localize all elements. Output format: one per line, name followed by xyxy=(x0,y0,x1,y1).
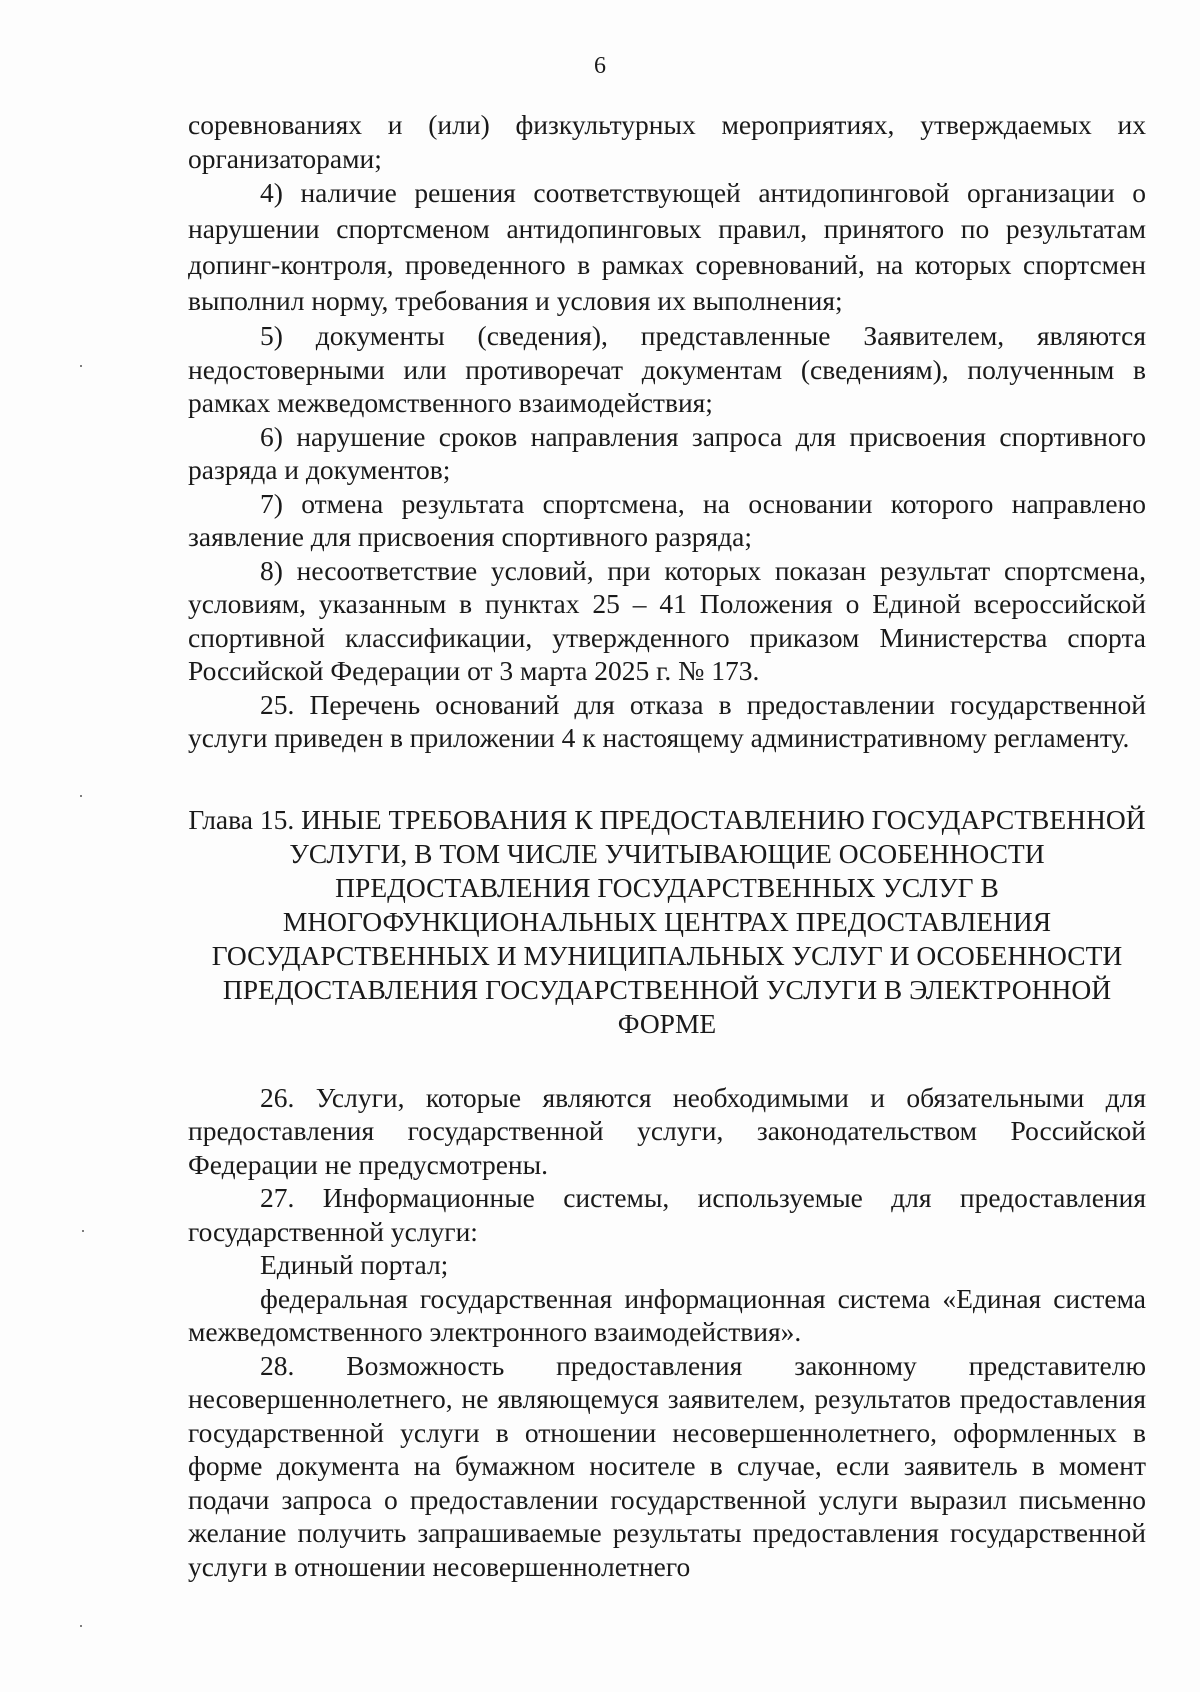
scan-artifact xyxy=(82,1230,84,1232)
document-body xyxy=(188,108,1146,1583)
paragraph: 25. Перечень оснований для отказа в предоставлении государственной услуги приведен в приложении 4 к настоящему административному регламенту. xyxy=(188,688,1146,753)
paragraph: соревнованиях и (или) физкультурных мероприятиях, утверждаемых их организаторами; xyxy=(188,109,1146,174)
paragraph: 27. Информационные системы, используемые для предоставления государственной услуги: xyxy=(188,1182,1146,1247)
scan-artifact xyxy=(80,1625,82,1627)
paragraphs-bottom xyxy=(188,1081,1146,1584)
paragraph: федеральная государственная информационная система «Единая система межведомственного электронного взаимодействия». xyxy=(188,1282,1146,1347)
paragraph: 4) наличие решения соответствующей антидопинговой организации о нарушении спортсменом антидопинговых правил, принятого по результатам допинг-контроля, проведенного в рамках соревнований, на которых спортсмен выполнил норму, требования и условия их выполнения; xyxy=(188,177,1146,316)
paragraph: 28. Возможность предоставления законному представителю несовершеннолетнего, не являющемуся заявителем, результатов предоставления государственной услуги в отношении несовершеннолетнего, оформленных в форме документа на бумажном носителе в случае, если заявитель в момент подачи запроса о предоставлении государственной услуги выразил письменно желание получить запрашиваемые результаты предоставления государственной услуги в отношении несовершеннолетнего xyxy=(188,1349,1146,1582)
paragraph: 26. Услуги, которые являются необходимыми и обязательными для предоставления государственной услуги, законодательством Российской Федерации не предусмотрены. xyxy=(188,1081,1146,1180)
paragraphs-top xyxy=(188,108,1146,755)
page-number: 6 xyxy=(594,53,606,79)
paragraph: 6) нарушение сроков направления запроса для присвоения спортивного разряда и документов; xyxy=(188,420,1146,485)
paragraph: Единый портал; xyxy=(260,1249,449,1280)
chapter-heading: Глава 15. ИНЫЕ ТРЕБОВАНИЯ К ПРЕДОСТАВЛЕНИЮ ГОСУДАРСТВЕННОЙ УСЛУГИ, В ТОМ ЧИСЛЕ УЧИТЫВАЮЩИЕ ОСОБЕННОСТИ ПРЕДОСТАВЛЕНИЯ ГОСУДАРСТВЕННЫХ УСЛУГ В МНОГОФУНКЦИОНАЛЬНЫХ ЦЕНТРАХ ПРЕДОСТАВЛЕНИЯ ГОСУДАРСТВЕННЫХ И МУНИЦИПАЛЬНЫХ УСЛУГ И ОСОБЕННОСТИ ПРЕДОСТАВЛЕНИЯ ГОСУДАРСТВЕННОЙ УСЛУГИ В ЭЛЕКТРОННОЙ ФОРМЕ xyxy=(188,803,1146,1039)
paragraph: 5) документы (сведения), представленные Заявителем, являются недостоверными или противоречат документам (сведениям), полученным в рамках межведомственного взаимодействия; xyxy=(188,320,1146,418)
scan-artifact xyxy=(80,795,82,797)
scan-artifact xyxy=(80,365,82,367)
paragraph: 8) несоответствие условий, при которых показан результат спортсмена, условиям, указанным в пунктах 25 – 41 Положения о Единой всероссийской спортивной классификации, утвержденного приказом Министерства спорта Российской Федерации от 3 марта 2025 г. № 173. xyxy=(188,554,1146,686)
paragraph: 7) отмена результата спортсмена, на основании которого направлено заявление для присвоения спортивного разряда; xyxy=(188,487,1146,552)
